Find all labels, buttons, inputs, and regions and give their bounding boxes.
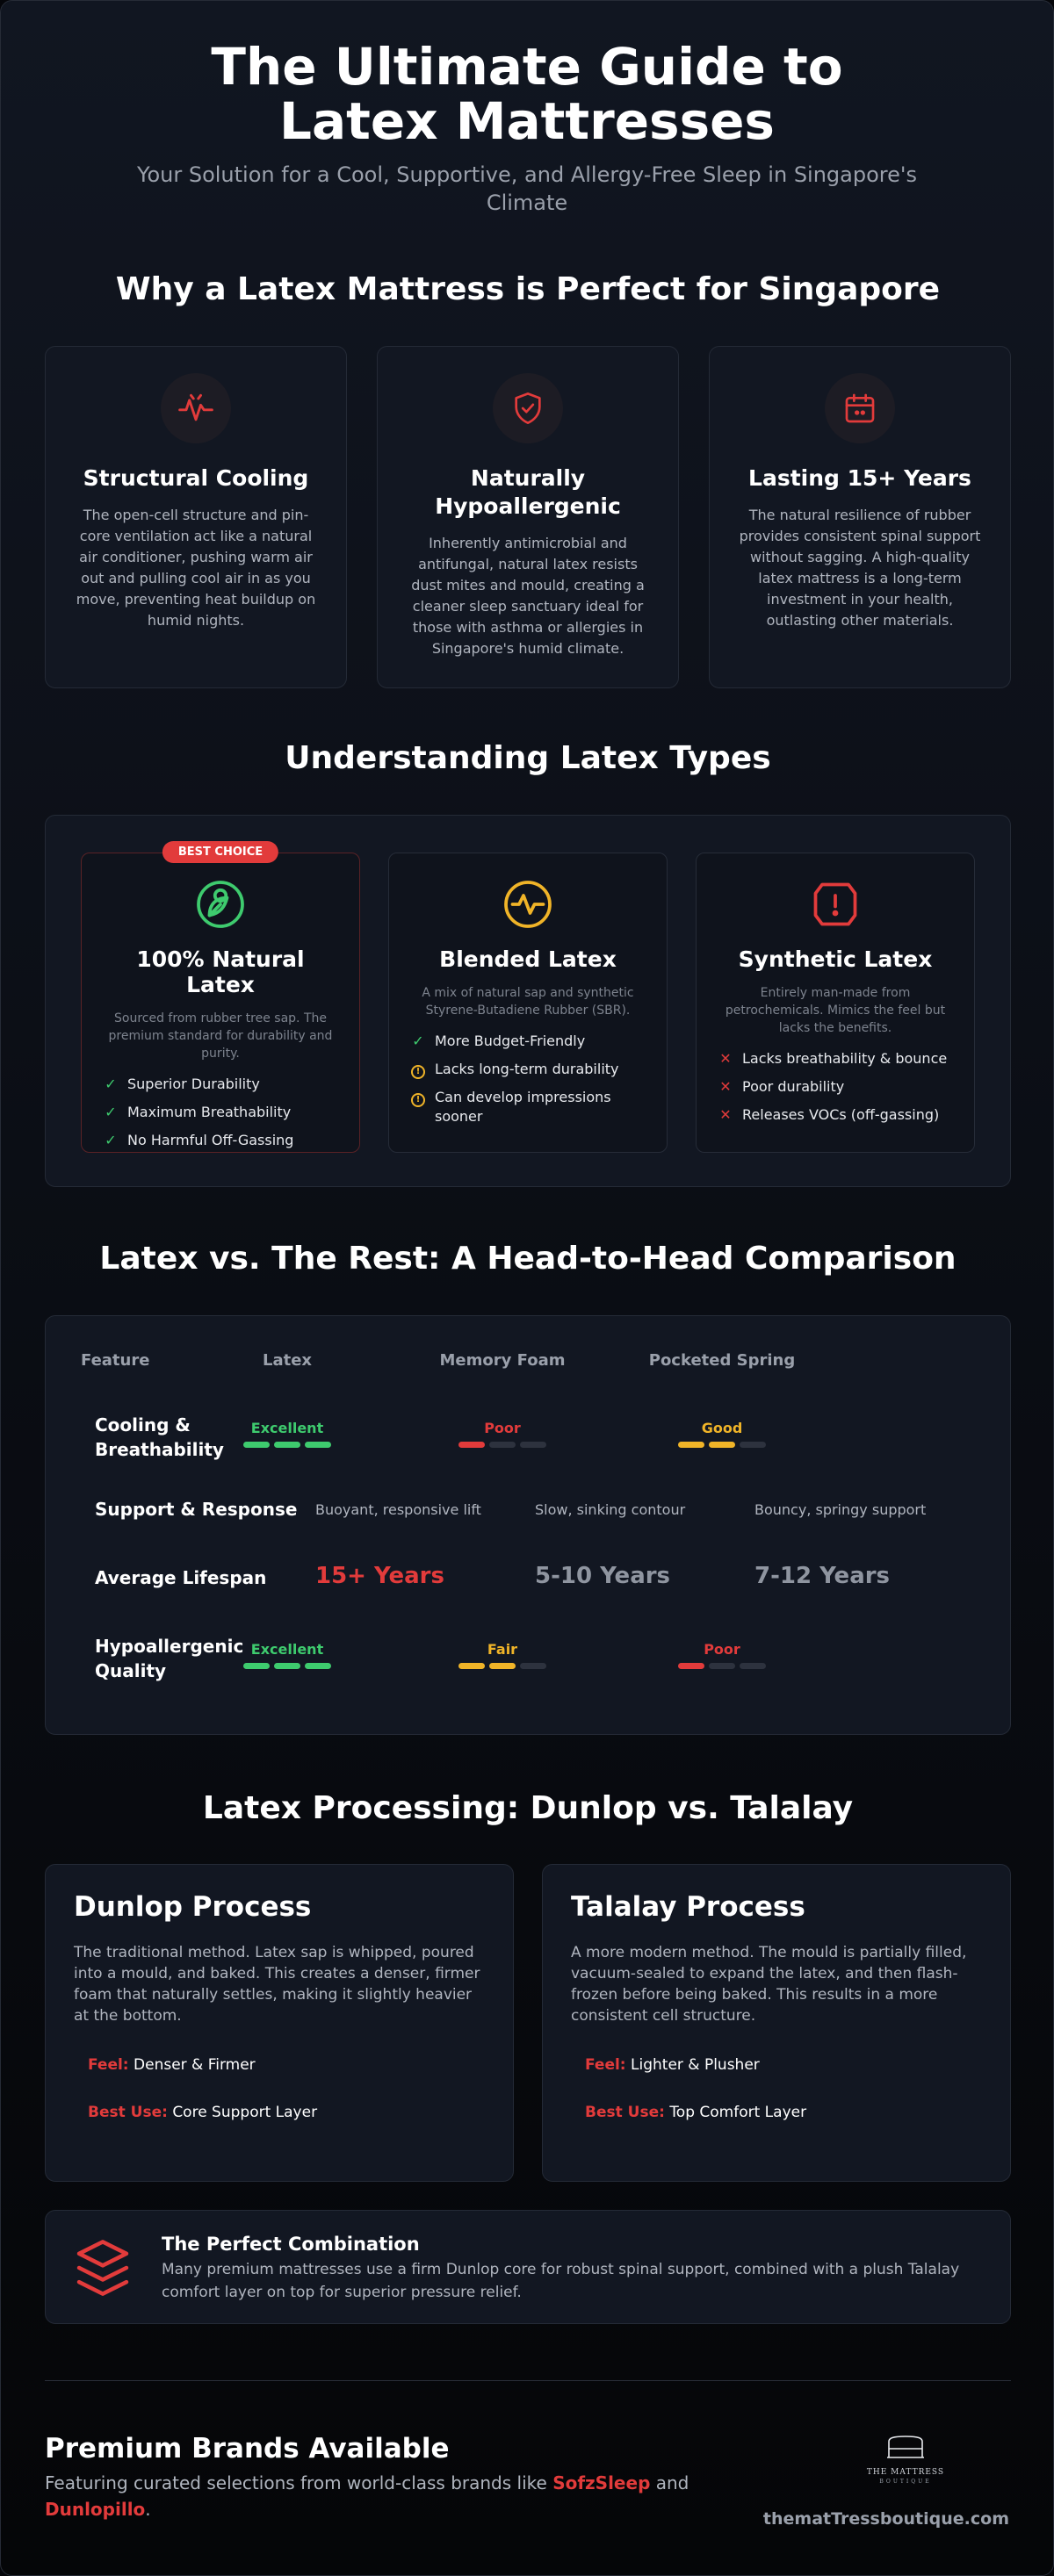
rating-bars	[432, 1442, 573, 1448]
rating-cell: Poor	[432, 1420, 573, 1448]
why-section-title: Why a Latex Mattress is Perfect for Singapore	[115, 271, 941, 307]
rating-bar-segment	[709, 1442, 735, 1448]
processing-cards	[45, 1864, 1011, 2182]
page-title: The Ultimate Guide to Latex Mattresses	[211, 37, 843, 151]
activity-icon	[161, 373, 231, 443]
comparison-table	[45, 1315, 1011, 1735]
why-card-lifespan	[709, 346, 1011, 688]
combination-title: The Perfect Combination	[162, 2234, 420, 2255]
header-feature: Feature	[81, 1351, 150, 1370]
process-title: Talalay Process	[571, 1891, 805, 1923]
logo-line2: BOUTIQUE	[879, 2479, 932, 2485]
pulse-circle-icon	[410, 878, 646, 934]
type-card-title: 100% Natural Latex	[136, 946, 305, 997]
website-url[interactable]: thematTressboutique.com	[762, 2509, 1009, 2529]
process-text: A more modern method. The mould is partially filled, vacuum-sealed to expand the latex, and then flash-frozen before being baked. This results in a more consistent cell structure.	[571, 1944, 967, 2025]
check-icon: ✓	[412, 1033, 424, 1049]
combination-desc: Many premium mattresses use a firm Dunlop core for robust spinal support, combined with a plush Talalay comfort layer on top for superior pressure relief.	[162, 2261, 960, 2301]
warning-icon: !	[410, 1088, 426, 1107]
rating-bars	[217, 1663, 357, 1669]
lifespan-memory-foam: 5-10 Years	[535, 1563, 671, 1589]
rating-bars	[652, 1442, 792, 1448]
list-item: ! Lacks long-term durability	[410, 1060, 646, 1079]
type-card-natural	[81, 845, 360, 1153]
feature-lifespan: Average Lifespan	[95, 1567, 267, 1588]
support-latex: Buoyant, responsive lift	[315, 1501, 481, 1518]
process-best-use: Best Use: Core Support Layer	[88, 2104, 318, 2121]
list-item: ! Can develop impressions sooner	[410, 1088, 646, 1126]
rating-bar-segment	[678, 1442, 704, 1448]
rating-bar-segment	[520, 1442, 546, 1448]
type-card-list	[103, 1075, 338, 1150]
process-feel: Feel: Lighter & Plusher	[585, 2056, 760, 2074]
type-card-desc: Entirely man-made from petrochemicals. Mimics the feel but lacks the benefits.	[725, 986, 946, 1035]
rating-bar-segment	[274, 1663, 300, 1669]
check-icon: ✓	[105, 1132, 117, 1148]
rating-cell: Good	[652, 1420, 792, 1448]
lifespan-pocketed-spring: 7-12 Years	[754, 1563, 891, 1589]
rating-bar-segment	[243, 1442, 270, 1448]
header-pocketed-spring: Pocketed Spring	[648, 1351, 796, 1370]
why-card-title: Naturally Hypoallergenic	[435, 465, 621, 519]
perfect-combination-box	[45, 2210, 1011, 2324]
rating-bar-segment	[489, 1442, 516, 1448]
type-card-synthetic	[696, 853, 975, 1153]
list-item: ✕ Poor durability	[718, 1077, 953, 1097]
mattress-boutique-logo	[844, 2433, 967, 2485]
process-text: The traditional method. Latex sap is whipped, poured into a mould, and baked. This creates a denser, firmer foam that naturally settles, making it slightly heavier at the bottom.	[74, 1944, 480, 2025]
footer-title: Premium Brands Available	[45, 2433, 450, 2464]
list-item: ✓ Superior Durability	[103, 1075, 338, 1094]
rating-cell: Excellent	[217, 1641, 357, 1669]
hero	[1, 1, 1053, 217]
list-item: ✓ More Budget-Friendly	[410, 1032, 646, 1051]
comparison-section-title: Latex vs. The Rest: A Head-to-Head Comparison	[99, 1241, 957, 1277]
type-card-title: Synthetic Latex	[738, 946, 933, 972]
why-card-text: The open-cell structure and pin-core ventilation act like a natural air conditioner, pushing warm air out and pulling cool air in as you move, preventing heat buildup on humid nights.	[76, 507, 316, 629]
brand-dunlopillo: Dunlopillo	[45, 2499, 146, 2520]
rating-cell: Poor	[652, 1641, 792, 1669]
rating-bar-segment	[458, 1442, 485, 1448]
calendar-icon	[825, 373, 895, 443]
list-item: ✓ Maximum Breathability	[103, 1103, 338, 1122]
process-best-use: Best Use: Top Comfort Layer	[585, 2104, 807, 2121]
why-card-title: Lasting 15+ Years	[748, 465, 971, 491]
why-cards	[45, 346, 1011, 688]
rating-bars	[432, 1663, 573, 1669]
type-card-list	[410, 1032, 646, 1126]
support-pocketed-spring: Bouncy, springy support	[754, 1501, 927, 1518]
why-card-text: Inherently antimicrobial and antifungal, natural latex resists dust mites and mould, creating a cleaner sleep sanctuary ideal for those with asthma or allergies in Singapore's humid climate.	[411, 535, 645, 657]
type-card-list	[718, 1049, 953, 1125]
why-card-cooling	[45, 346, 347, 688]
process-title: Dunlop Process	[74, 1891, 312, 1923]
feature-support: Support & Response	[95, 1499, 298, 1520]
best-choice-badge: BEST CHOICE	[162, 841, 278, 863]
leaf-circle-icon	[103, 878, 338, 934]
shield-check-icon	[493, 373, 563, 443]
rating-bar-segment	[274, 1442, 300, 1448]
rating-bars	[217, 1442, 357, 1448]
rating-bars	[652, 1663, 792, 1669]
check-icon: ✓	[105, 1076, 117, 1092]
combination-text	[162, 2234, 982, 2304]
feature-cooling: Cooling & Breathability	[95, 1414, 224, 1460]
process-card-dunlop	[45, 1864, 514, 2182]
rating-bar-segment	[305, 1442, 331, 1448]
rating-bar-segment	[458, 1663, 485, 1669]
rating-bar-segment	[740, 1442, 766, 1448]
layers-icon	[74, 2237, 132, 2302]
why-card-text: The natural resilience of rubber provides consistent spinal support without sagging. A high-quality latex mattress is a long-term investment in your health, outlasting other materials.	[739, 507, 981, 629]
list-item: ✓ No Harmful Off-Gassing	[103, 1131, 338, 1150]
rating-bar-segment	[709, 1663, 735, 1669]
support-memory-foam: Slow, sinking contour	[535, 1501, 686, 1518]
rating-cell: Excellent	[217, 1420, 357, 1448]
rating-bar-segment	[489, 1663, 516, 1669]
type-card-title: Blended Latex	[439, 946, 617, 972]
rating-bar-segment	[740, 1663, 766, 1669]
latex-types-panel	[45, 815, 1011, 1187]
check-icon: ✓	[105, 1104, 117, 1120]
x-icon: ✕	[719, 1050, 732, 1067]
footer-divider	[45, 2380, 1011, 2381]
types-section-title: Understanding Latex Types	[285, 740, 771, 776]
header-memory-foam: Memory Foam	[439, 1351, 566, 1370]
page-subtitle: Your Solution for a Cool, Supportive, and Allergy-Free Sleep in Singapore's Climate	[136, 162, 917, 215]
rating-cell: Fair	[432, 1641, 573, 1669]
rating-bar-segment	[305, 1663, 331, 1669]
lifespan-latex: 15+ Years	[315, 1563, 444, 1589]
feature-hypoallergenic: Hypoallergenic Quality	[95, 1636, 244, 1681]
type-card-desc: Sourced from rubber tree sap. The premium standard for durability and purity.	[108, 1011, 333, 1061]
process-card-talalay	[542, 1864, 1011, 2182]
warning-icon: !	[410, 1060, 426, 1079]
rating-bar-segment	[243, 1663, 270, 1669]
processing-section-title: Latex Processing: Dunlop vs. Talalay	[202, 1790, 854, 1826]
x-icon: ✕	[719, 1106, 732, 1123]
type-card-blended	[388, 853, 668, 1153]
x-icon: ✕	[719, 1078, 732, 1095]
alert-square-icon	[718, 878, 953, 934]
why-card-hypoallergenic	[377, 346, 679, 688]
rating-bar-segment	[678, 1663, 704, 1669]
logo-line1: THE MATTRESS	[866, 2468, 945, 2477]
brand-sofzsleep: SofzSleep	[552, 2472, 651, 2493]
footer-description: Featuring curated selections from world-class brands like SofzSleep and Dunlopillo.	[45, 2472, 689, 2520]
type-card-desc: A mix of natural sap and synthetic Styrene-Butadiene Rubber (SBR).	[422, 986, 634, 1018]
process-feel: Feel: Denser & Firmer	[88, 2056, 256, 2074]
list-item: ✕ Lacks breathability & bounce	[718, 1049, 953, 1069]
why-card-title: Structural Cooling	[83, 465, 309, 491]
rating-bar-segment	[520, 1663, 546, 1669]
list-item: ✕ Releases VOCs (off-gassing)	[718, 1105, 953, 1125]
header-latex: Latex	[262, 1351, 313, 1370]
